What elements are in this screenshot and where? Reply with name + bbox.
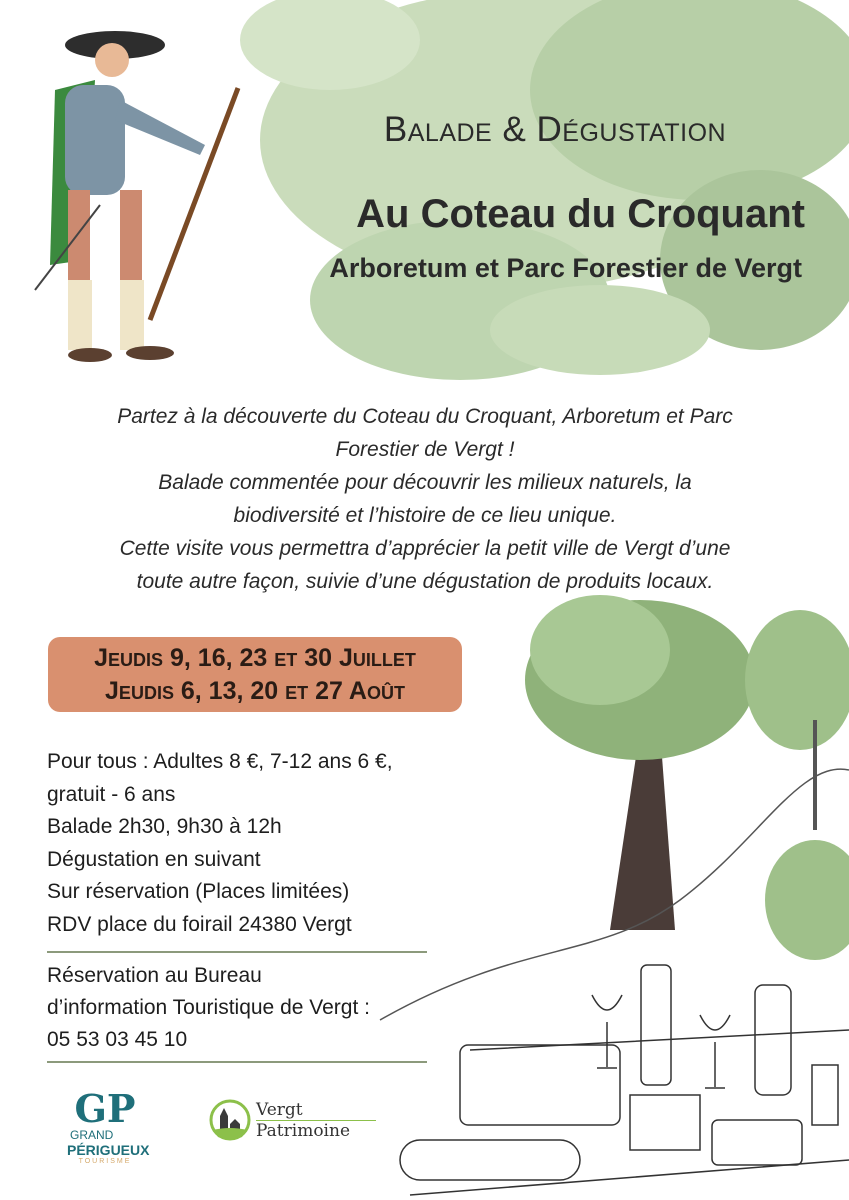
divider	[47, 1061, 427, 1063]
vergt-patrimoine-logo	[208, 1098, 376, 1142]
page-title: Au Coteau du Croquant	[356, 192, 805, 236]
reservation-info	[47, 960, 370, 1056]
foliage-background	[240, 0, 849, 380]
church-icon	[208, 1098, 252, 1142]
intro-line: Partez à la découverte du Coteau du Croquant, Arboretum et Parc	[117, 405, 733, 428]
dates-august: Jeudis 6, 13, 20 et 27 Août	[105, 677, 405, 705]
dates-july: Jeudis 9, 16, 23 et 30 Juillet	[94, 644, 416, 672]
gp-text: PÉRIGUEUX	[67, 1142, 150, 1158]
dates-box	[48, 637, 462, 712]
gp-text: GRAND	[70, 1128, 114, 1142]
vp-text: Vergt	[256, 1100, 376, 1121]
info-line: Dégustation en suivant	[47, 847, 261, 871]
page-subtitle: Arboretum et Parc Forestier de Vergt	[329, 253, 802, 283]
picnic-illustration	[400, 965, 849, 1195]
info-line: RDV place du foirail 24380 Vergt	[47, 912, 352, 936]
divider	[47, 951, 427, 953]
gp-mark: GP	[74, 1086, 136, 1131]
intro-paragraph	[40, 400, 810, 598]
gp-text: TOURISME	[78, 1158, 132, 1165]
intro-line: Cette visite vous permettra d’apprécier la petit ville de Vergt d’une	[119, 537, 731, 560]
walker-figure	[35, 31, 238, 362]
info-line: Balade 2h30, 9h30 à 12h	[47, 815, 282, 839]
event-kicker: Balade & Dégustation	[383, 110, 727, 149]
intro-line: biodiversité et l’histoire de ce lieu unique.	[233, 504, 617, 527]
grand-perigueux-logo	[67, 1086, 150, 1165]
reservation-phone: 05 53 03 45 10	[47, 1028, 188, 1051]
info-line: Sur réservation (Places limitées)	[47, 880, 350, 904]
reservation-line: d’information Touristique de Vergt :	[47, 996, 370, 1019]
intro-line: Forestier de Vergt !	[335, 438, 515, 461]
info-line: gratuit - 6 ans	[47, 782, 176, 806]
intro-line: toute autre façon, suivie d’une dégustation de produits locaux.	[136, 570, 714, 593]
practical-info	[47, 746, 393, 942]
info-line: Pour tous : Adultes 8 €, 7-12 ans 6 €,	[47, 750, 393, 773]
intro-line: Balade commentée pour découvrir les milieux naturels, la	[158, 471, 692, 494]
vp-text: Patrimoine	[256, 1120, 351, 1141]
reservation-line: Réservation au Bureau	[47, 964, 262, 987]
